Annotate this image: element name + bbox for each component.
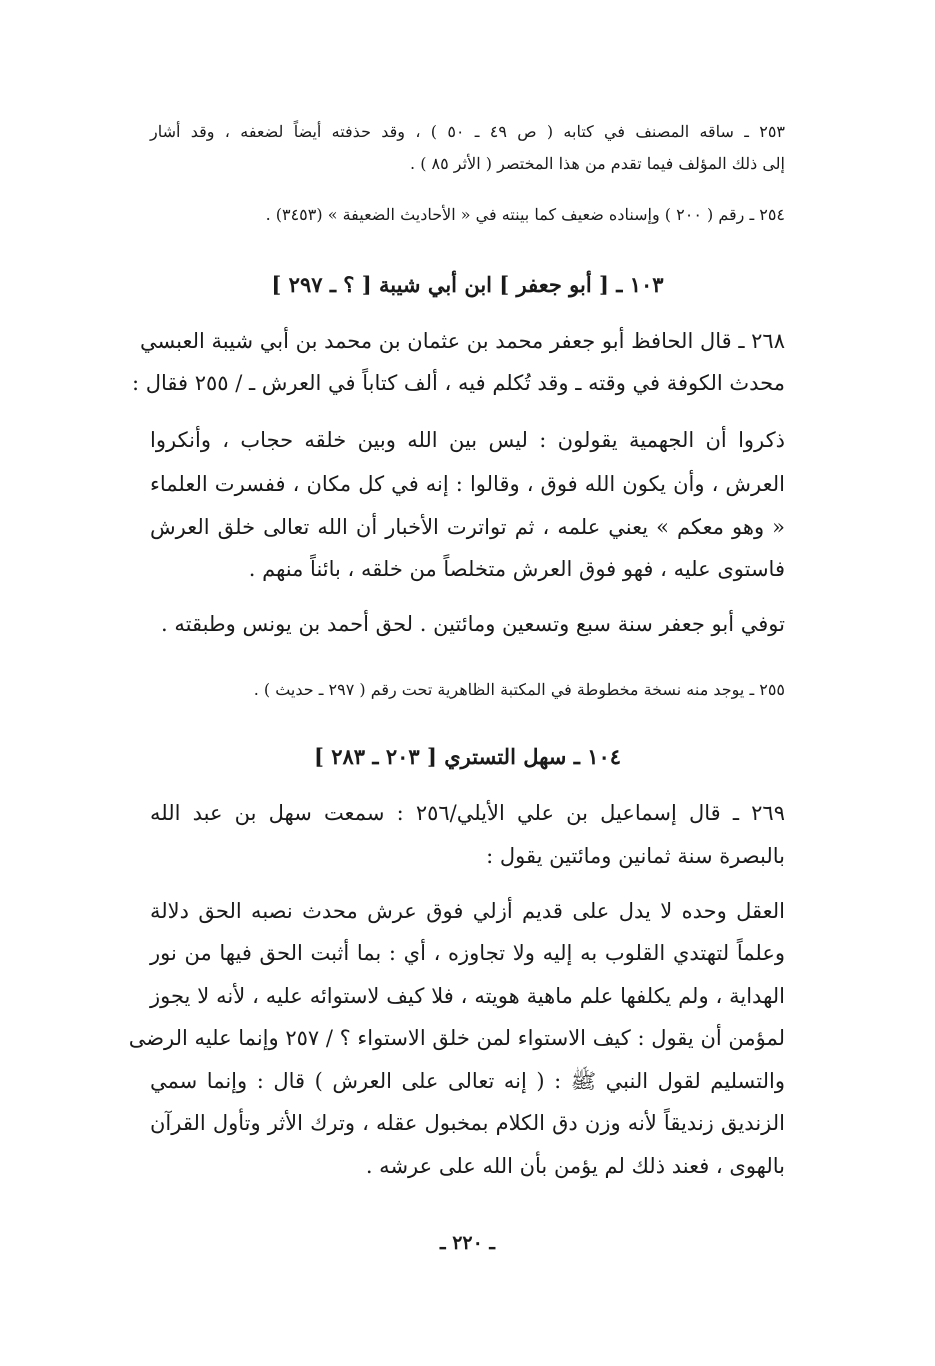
death-note: توفي أبو جعفر سنة سبع وتسعين ومائتين . لحق أحمد بن يونس وطبقته . [161, 612, 785, 636]
quote-269-line-2: وعلماً لتهتدي القلوب به إليه ولا تجاوزه ، أي : بما أثبت الحق فيها من نور [150, 941, 785, 965]
quote-269-line-1: العقل وحده لا يدل على قديم أزلي فوق عرش محدث نصبه الحق دلالة [150, 899, 785, 923]
quote-269-line-6: الزنديق زنديقاً لأنه وزن دق الكلام بمخبول عقله ، وترك الأثر وتأول القرآن [150, 1111, 785, 1135]
quote-268-line-1: ذكروا أن الجهمية يقولون : ليس بين الله وبين خلقه حجاب ، وأنكروا [150, 428, 785, 452]
section-heading-103: ١٠٣ ـ [ أبو جعفر ] ابن أبي شيبة [ ؟ ـ ٢٩٧ ] [271, 272, 664, 297]
paragraph-269-line-2: بالبصرة سنة ثمانين ومائتين يقول : [486, 844, 785, 868]
quote-269-line-7: بالهوى ، فعند ذلك لم يؤمن بأن الله على عرشه . [365, 1154, 785, 1178]
paragraph-269-line-1: ٢٦٩ ـ قال إسماعيل بن علي الأيلي/٢٥٦ : سمعت سهل بن عبد الله [150, 801, 785, 825]
footnote-253-line-1: ٢٥٣ ـ ساقه المصنف في كتابه ( ص ٤٩ ـ ٥٠ ) ، وقد حذفته أيضاً لضعفه ، وقد أشار [150, 122, 785, 141]
footnote-255: ٢٥٥ ـ يوجد منه نسخة مخطوطة في المكتبة الظاهرية تحت رقم ( ٢٩٧ ـ حديث ) . [253, 680, 785, 699]
footnote-254: ٢٥٤ ـ رقم ( ٢٠٠ ) وإسناده ضعيف كما بينته في « الأحاديث الضعيفة » (٣٤٥٣) . [265, 205, 785, 224]
quote-268-line-3: « وهو معكم » يعني علمه ، ثم تواترت الأخبار أن الله تعالى خلق العرش [150, 515, 785, 539]
paragraph-268-line-1: ٢٦٨ ـ قال الحافظ أبو جعفر محمد بن عثمان بن محمد بن أبي شيبة العبسي [139, 329, 785, 353]
quote-268-line-2: العرش ، وأن يكون الله فوق ، وقالوا : إنه في كل مكان ، ففسرت العلماء [150, 472, 785, 496]
quote-269-line-3: الهداية ، ولم يكلفها علم ماهية هويته ، فلا كيف لاستوائه عليه ، لأنه لا يجوز [150, 984, 785, 1008]
section-heading-104: ١٠٤ ـ سهل التستري [ ٢٠٣ ـ ٢٨٣ ] [313, 744, 622, 769]
paragraph-268-line-2: محدث الكوفة في وقته ـ وقد تُكلم فيه ، ألف كتاباً في العرش ـ / ٢٥٥ فقال : [131, 371, 785, 395]
footnote-253-line-2: إلى ذلك المؤلف فيما تقدم من هذا المختصر ( الأثر ٨٥ ) . [410, 154, 785, 173]
quote-269-line-4: لمؤمن أن يقول : كيف الاستواء لمن خلق الاستواء ؟ / ٢٥٧ وإنما عليه الرضى [128, 1026, 785, 1050]
quote-269-line-5: والتسليم لقول النبي ﷺ : ( إنه تعالى على العرش ) قال : وإنما سمي [150, 1069, 785, 1093]
quote-268-line-4: فاستوى عليه ، فهو فوق العرش متخلصاً من خلقه ، بائناً منهم . [248, 557, 785, 581]
page-number: ـ ٢٢٠ ـ [440, 1232, 495, 1254]
